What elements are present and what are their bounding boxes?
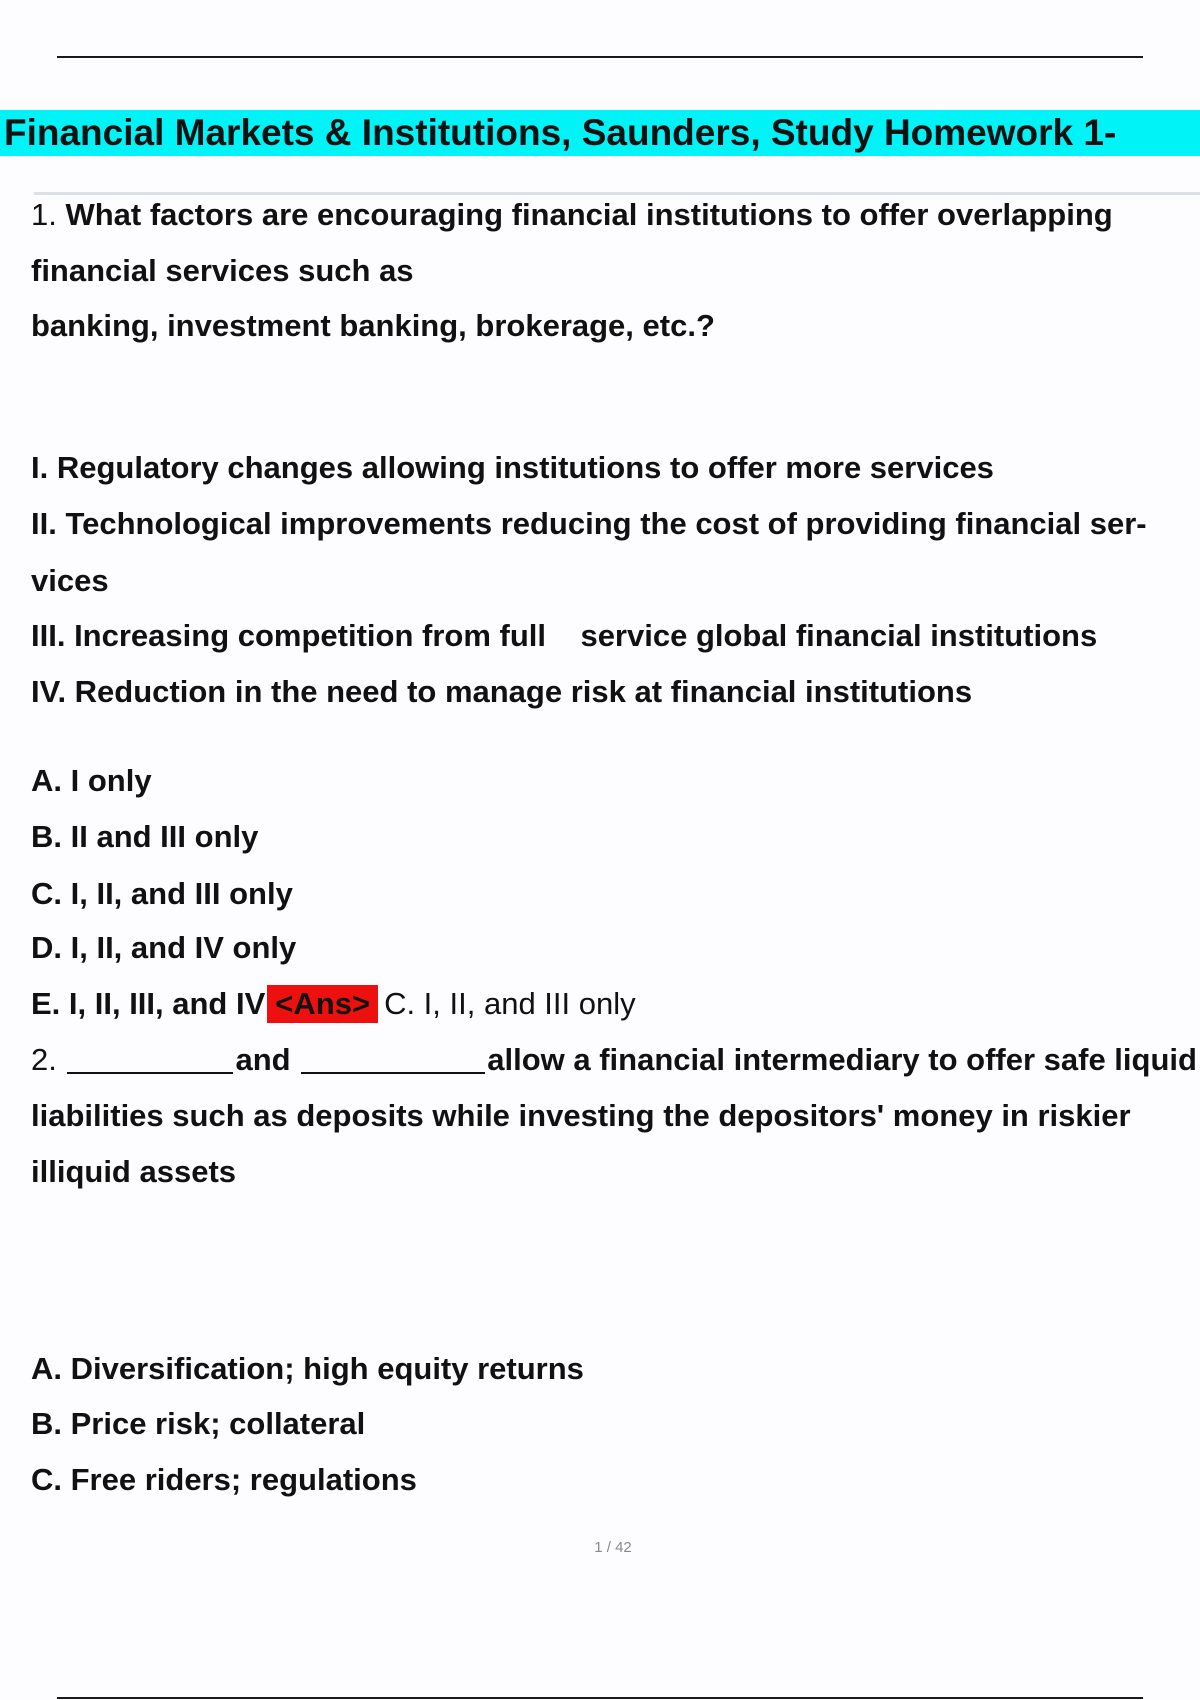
q2-option-a: A. Diversification; high equity returns (31, 1351, 584, 1386)
q2-option-b: B. Price risk; collateral (31, 1406, 366, 1441)
q1-stem-line3: banking, investment banking, brokerage, etc.? (31, 308, 715, 343)
q2-option-c: C. Free riders; regulations (31, 1462, 417, 1497)
q1-option-e: E. I, II, III, and IV (31, 986, 266, 1021)
q1-option-c: C. I, II, and III only (31, 876, 293, 911)
q1-option-b: B. II and III only (31, 819, 259, 854)
q1-option-e-row (31, 985, 636, 1023)
q1-number: 1. (31, 197, 57, 232)
q1-statement-1: I. Regulatory changes allowing institutions to offer more services (31, 450, 994, 485)
q2-blank-1 (67, 1072, 233, 1074)
q1-statement-4: IV. Reduction in the need to manage risk at financial institutions (31, 674, 973, 709)
q2-stem-line2: liabilities such as deposits while investing the depositors' money in riskier (31, 1098, 1131, 1133)
bottom-rule (57, 1697, 1143, 1699)
document-title-bar (0, 110, 1200, 156)
title-underline (34, 192, 1200, 195)
q1-answer-text: C. I, II, and III only (384, 986, 636, 1021)
document-title: Financial Markets & Institutions, Saunders, Study Homework 1- (4, 112, 1117, 153)
q1-option-a: A. I only (31, 763, 152, 798)
q1-stem-line1 (31, 196, 1113, 234)
q1-option-d: D. I, II, and IV only (31, 930, 297, 965)
q1-statement-3: III. Increasing competition from full service global financial institutions (31, 618, 1098, 653)
q1-stem-line2: financial services such as (31, 253, 414, 288)
q1-statement-2: II. Technological improvements reducing the cost of providing financial ser- (31, 506, 1147, 541)
q1-statement-2-cont: vices (31, 563, 109, 598)
q2-and-word: and (235, 1042, 291, 1077)
answer-badge: <Ans> (267, 985, 378, 1023)
q2-stem-tail: allow a financial intermediary to offer safe liquid (487, 1042, 1197, 1077)
top-rule (57, 56, 1143, 58)
q1-stem-text: What factors are encouraging financial institutions to offer overlapping (65, 197, 1113, 232)
q2-stem-line1 (31, 1041, 1197, 1079)
q2-stem-line3: illiquid assets (31, 1154, 237, 1189)
page-indicator: 1 / 42 (594, 1539, 632, 1556)
q2-blank-2 (301, 1072, 485, 1074)
q2-number: 2. (31, 1042, 57, 1077)
